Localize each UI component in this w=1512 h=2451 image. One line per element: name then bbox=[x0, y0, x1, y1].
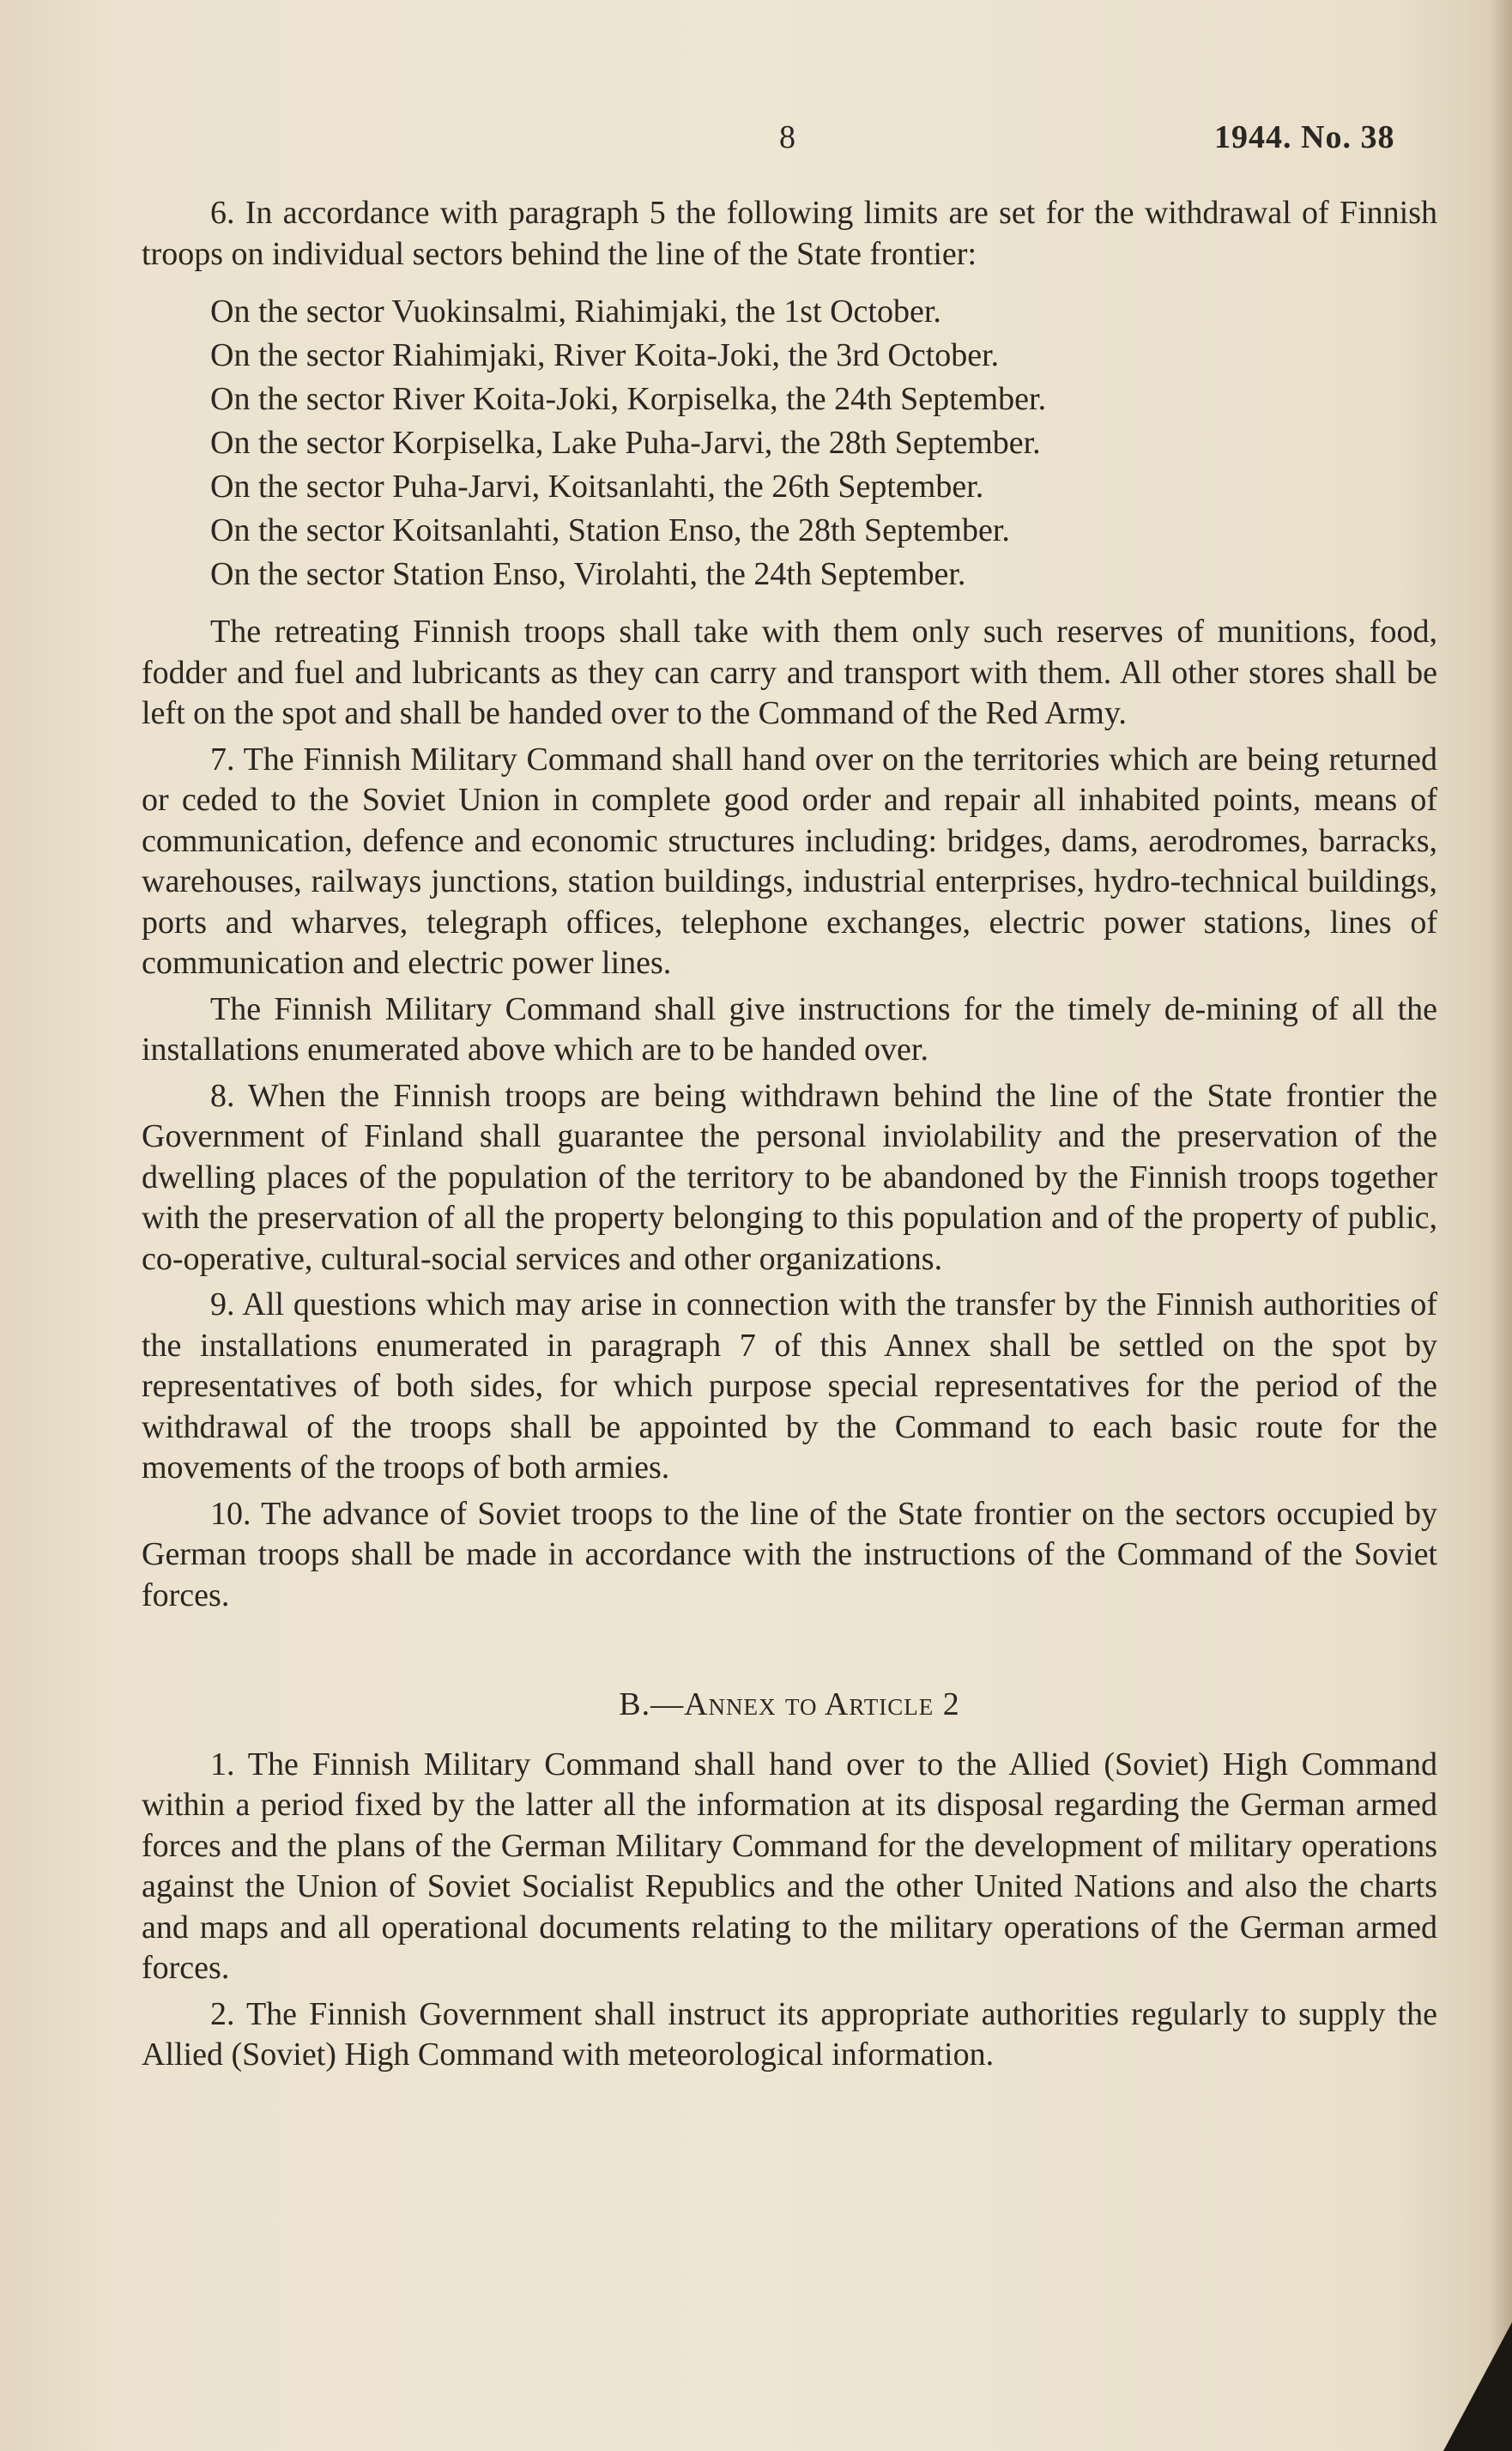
document-body bbox=[142, 193, 1437, 2076]
list-item: On the sector Riahimjaki, River Koita-Joki, the 3rd October. bbox=[210, 337, 1000, 373]
page-number: 8 bbox=[779, 119, 795, 155]
section-b-heading bbox=[142, 1685, 1437, 1726]
paragraph-7: 7. The Finnish Military Command shall hand over on the territories which are being returned or ceded to the Soviet Union in complete good order and repair all inhabited points, means of communication, defence and economic structures including: bridges, dams, aerodromes, barracks, warehouses, railways junctions, station buildings, industrial enterprises, hydro-technical buildings, ports and wharves, telegraph offices, telephone exchanges, electric power stations, lines of communication and electric power lines. bbox=[142, 741, 1437, 981]
paragraph-demining: The Finnish Military Command shall give instructions for the timely de-mining of all the installations enumerated above which are to be handed over. bbox=[142, 990, 1437, 1068]
page-edge-shadow bbox=[1490, 0, 1512, 2451]
section-b-paragraph-2: 2. The Finnish Government shall instruct its appropriate authorities regularly to supply the Allied (Soviet) High Command with meteorological information. bbox=[142, 1995, 1437, 2073]
section-b-paragraph-1: 1. The Finnish Military Command shall hand over to the Allied (Soviet) High Command within a period fixed by the latter all the information at its disposal regarding the German armed forces and the plans of the German Military Command for the development of military operations against the Union of Soviet Socialist Republics and the other United Nations and also the charts and maps and all operational documents relating to the military operations of the German armed forces. bbox=[142, 1746, 1437, 1986]
paragraph-6: 6. In accordance with paragraph 5 the following limits are set for the withdrawal of Finnish troops on individual sectors behind the line of the State frontier: bbox=[142, 195, 1437, 272]
list-item: On the sector River Koita-Joki, Korpiselka, the 24th September. bbox=[210, 381, 1047, 417]
list-item: On the sector Koitsanlahti, Station Enso, the 28th September. bbox=[210, 512, 1010, 548]
list-item: On the sector Korpiselka, Lake Puha-Jarvi, the 28th September. bbox=[210, 425, 1041, 461]
list-item: On the sector Vuokinsalmi, Riahimjaki, the 1st October. bbox=[210, 294, 941, 330]
list-item: On the sector Puha-Jarvi, Koitsanlahti, the 26th September. bbox=[210, 469, 984, 505]
paragraph-retreating: The retreating Finnish troops shall take with them only such reserves of munitions, food, fodder and fuel and lubricants as they can carry and transport with them. All other stores shall be left on the spot and shall be handed over to the Command of the Red Army. bbox=[142, 614, 1437, 731]
section-b-title: Annex to Article 2 bbox=[684, 1686, 960, 1722]
paragraph-8: 8. When the Finnish troops are being withdrawn behind the line of the State frontier the Government of Finland shall guarantee the personal inviolability and the preservation of the dwelling places of the population of the territory to be abandoned by the Finnish troops together with the preservation of all the property belonging to this population and of the property of public, co-operative, cultural-social services and other organizations. bbox=[142, 1077, 1437, 1277]
page-header bbox=[0, 118, 1512, 170]
paragraph-10: 10. The advance of Soviet troops to the line of the State frontier on the sectors occupied by German troops shall be made in accordance with the instructions of the Command of the Soviet forces. bbox=[142, 1495, 1437, 1613]
document-reference: 1944. No. 38 bbox=[1214, 119, 1395, 155]
section-b-prefix: B.— bbox=[619, 1686, 685, 1722]
page-corner-shadow bbox=[1443, 2322, 1512, 2451]
list-item: On the sector Station Enso, Virolahti, the 24th September. bbox=[210, 556, 966, 592]
paragraph-9: 9. All questions which may arise in connection with the transfer by the Finnish authorities of the installations enumerated in paragraph 7 of this Annex shall be settled on the spot by representatives of both sides, for which purpose special representatives for the period of the withdrawal of the troops shall be appointed by the Command to each basic route for the movements of the troops of both armies. bbox=[142, 1286, 1437, 1486]
withdrawal-limits-list bbox=[210, 290, 1437, 596]
